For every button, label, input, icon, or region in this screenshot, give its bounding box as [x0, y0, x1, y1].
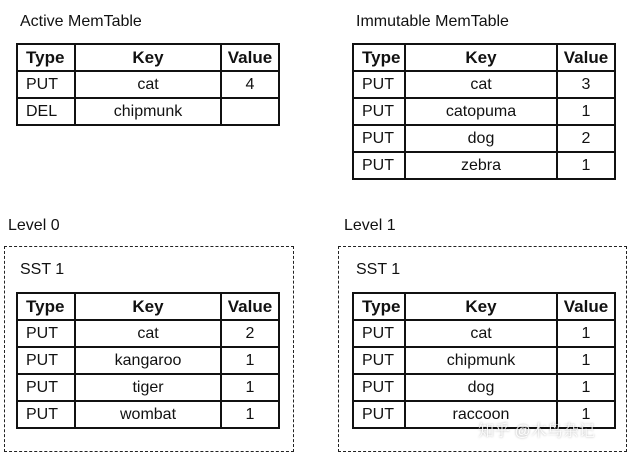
cell-value: 1: [557, 374, 615, 401]
table-row: [17, 401, 279, 428]
cell-key: chipmunk: [75, 98, 221, 125]
cell-key: cat: [405, 71, 557, 98]
active-memtable-title: Active MemTable: [20, 13, 142, 30]
table-row: [353, 71, 615, 98]
cell-type: PUT: [353, 152, 405, 179]
cell-type: PUT: [353, 125, 405, 152]
header-value: Value: [557, 44, 615, 71]
cell-key: wombat: [75, 401, 221, 428]
header-type: Type: [17, 293, 75, 320]
level-0-sst-title: SST 1: [20, 261, 65, 278]
cell-value: 2: [221, 320, 279, 347]
cell-value: 1: [557, 320, 615, 347]
cell-key: kangaroo: [75, 347, 221, 374]
cell-type: PUT: [353, 71, 405, 98]
header-type: Type: [17, 44, 75, 71]
cell-value: 1: [557, 98, 615, 125]
cell-value: 1: [557, 347, 615, 374]
level-0-title: Level 0: [8, 217, 60, 234]
level-1-title: Level 1: [344, 217, 396, 234]
cell-key: tiger: [75, 374, 221, 401]
table-row: [353, 125, 615, 152]
watermark: 知乎 @木鸟杂记: [478, 423, 595, 440]
cell-type: PUT: [353, 401, 405, 428]
cell-value: 4: [221, 71, 279, 98]
table-row: [17, 320, 279, 347]
table-row: [17, 98, 279, 125]
immutable-memtable-table: [352, 43, 616, 180]
level-1-sst-table: [352, 292, 616, 429]
table-row: [353, 374, 615, 401]
cell-type: PUT: [353, 320, 405, 347]
cell-value: 1: [221, 374, 279, 401]
cell-type: PUT: [353, 374, 405, 401]
header-type: Type: [353, 293, 405, 320]
table-row: [353, 98, 615, 125]
header-key: Key: [75, 293, 221, 320]
level-1-sst-title: SST 1: [356, 261, 401, 278]
cell-value: 1: [557, 401, 615, 428]
header-value: Value: [557, 293, 615, 320]
cell-key: catopuma: [405, 98, 557, 125]
header-value: Value: [221, 293, 279, 320]
cell-key: chipmunk: [405, 347, 557, 374]
table-header-row: [353, 293, 615, 320]
cell-value: 3: [557, 71, 615, 98]
cell-type: PUT: [353, 347, 405, 374]
table-row: [353, 320, 615, 347]
cell-key: zebra: [405, 152, 557, 179]
table-header-row: [353, 44, 615, 71]
cell-type: PUT: [17, 71, 75, 98]
table-row: [353, 152, 615, 179]
table-header-row: [17, 293, 279, 320]
cell-value: [221, 98, 279, 125]
header-type: Type: [353, 44, 405, 71]
cell-type: PUT: [17, 320, 75, 347]
cell-key: cat: [405, 320, 557, 347]
table-row: [353, 401, 615, 428]
cell-type: PUT: [353, 98, 405, 125]
header-key: Key: [75, 44, 221, 71]
cell-value: 2: [557, 125, 615, 152]
table-row: [17, 374, 279, 401]
table-header-row: [17, 44, 279, 71]
active-memtable-table: [16, 43, 280, 126]
level-0-sst-table: [16, 292, 280, 429]
table-row: [17, 71, 279, 98]
cell-value: 1: [221, 401, 279, 428]
cell-key: cat: [75, 320, 221, 347]
cell-key: dog: [405, 125, 557, 152]
immutable-memtable-title: Immutable MemTable: [356, 13, 509, 30]
cell-type: PUT: [17, 374, 75, 401]
header-key: Key: [405, 44, 557, 71]
table-row: [353, 347, 615, 374]
cell-key: raccoon: [405, 401, 557, 428]
cell-key: dog: [405, 374, 557, 401]
cell-value: 1: [557, 152, 615, 179]
header-key: Key: [405, 293, 557, 320]
cell-value: 1: [221, 347, 279, 374]
cell-type: DEL: [17, 98, 75, 125]
header-value: Value: [221, 44, 279, 71]
cell-key: cat: [75, 71, 221, 98]
cell-type: PUT: [17, 401, 75, 428]
cell-type: PUT: [17, 347, 75, 374]
table-row: [17, 347, 279, 374]
